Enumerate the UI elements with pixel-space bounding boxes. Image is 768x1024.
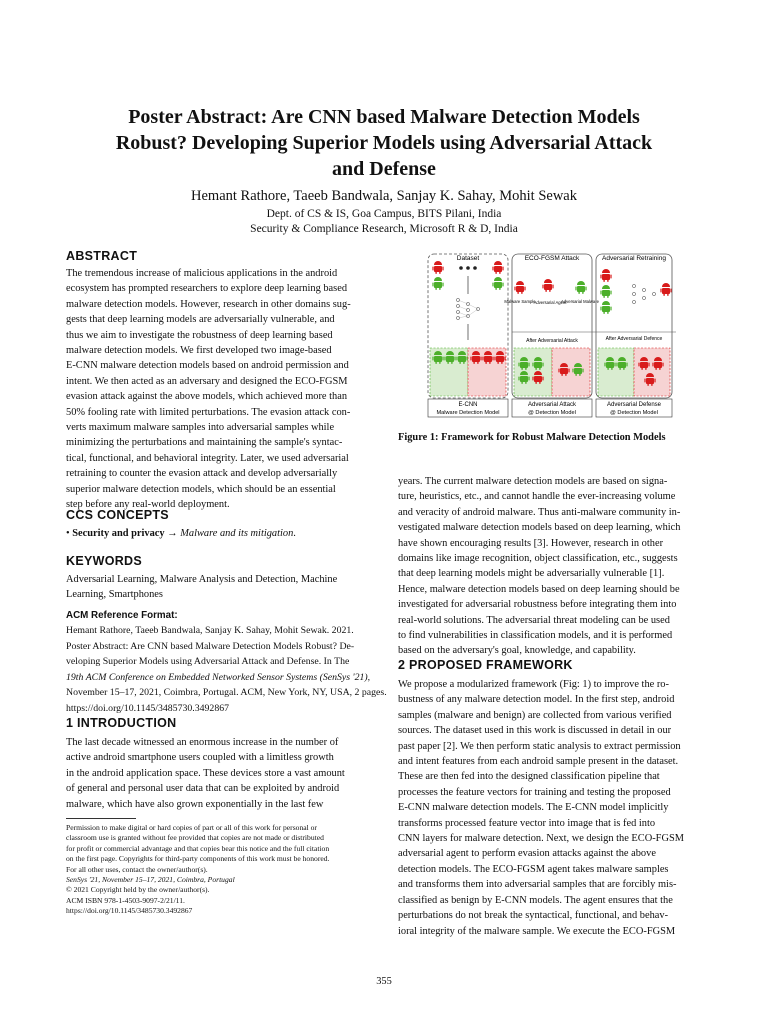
acm-ref-heading: ACM Reference Format:	[66, 610, 178, 621]
page-number: 355	[376, 976, 392, 987]
box1-title: E-CNN	[458, 402, 478, 408]
box3-subtitle: @ Detection Model	[610, 410, 658, 416]
framework-heading: 2 PROPOSED FRAMEWORK	[398, 658, 573, 672]
text-line: CNN layers for malware detection. Next, we design the ECO-FGSM	[398, 833, 684, 845]
text-line: adversarial agent to perform evasion attacks against the above	[398, 848, 656, 860]
text-line: and intent features from each android sample present in the dataset.	[398, 756, 679, 768]
text-line: detection models. The ECO-FGSM agent takes malware samples	[398, 863, 669, 875]
text-line: tical, functional, and behavioral integrity. Later, we used adversarial	[66, 452, 349, 464]
text-line: bustness of any malware detection model. In the first step, android	[398, 694, 675, 706]
text-line: ioral integrity of the malware sample. We execute the ECO-FGSM	[398, 925, 676, 937]
doi-link[interactable]: https://doi.org/10.1145/3485730.3492867	[66, 702, 230, 714]
text-line: Hence, malware detection models based on deep learning should be	[398, 583, 680, 595]
text-line: of general and personal user data that can be exploited by android	[66, 783, 340, 795]
text-line: samples (malware and benign) are collected from various verified	[398, 709, 672, 721]
adv-malware-label: Adversarial Malware	[561, 299, 599, 304]
text-line: We propose a modularized framework (Fig: 1) to improve the ro-	[398, 679, 669, 690]
text-line: that deep learning models might be adversarially vulnerable [1].	[398, 568, 665, 580]
text-line: and veracity of android malware. Thus anti-malware community in-	[398, 506, 681, 518]
paper-title	[40, 104, 728, 182]
text-line: past paper [2]. We then perform static analysis to extract permission	[398, 740, 681, 752]
text-line: to find vulnerabilities in classification models, and it is performed	[398, 630, 673, 642]
acm-reference	[66, 623, 387, 717]
text-line: ACM ISBN 978-1-4503-9097-2/21/11.	[66, 895, 185, 905]
box3-title: Adversarial Defense	[606, 402, 662, 408]
text-line: based on the adversary's goal, knowledge, and capability.	[398, 645, 636, 657]
text-line: in the android application space. These devices store a vast amount	[66, 767, 345, 779]
text-line: step before any real-world deployment.	[66, 499, 230, 511]
text-line: have shown encouraging results [3]. However, research in other	[398, 537, 664, 549]
text-line: The last decade witnessed an enormous increase in the number of	[66, 737, 339, 748]
framework-text	[398, 677, 700, 939]
text-line: processes the feature vectors for training and testing the proposed	[398, 786, 671, 798]
text-line: These are then fed into the designed classification pipeline that	[398, 771, 660, 783]
text-line: for profit or commercial advantage and that copies bear this notice and the full citation	[66, 843, 330, 853]
text-line: sources. The dataset used in this work is discussed in detail in our	[398, 725, 672, 737]
attack-label: ECO-FGSM Attack	[524, 255, 580, 262]
box1-subtitle: Malware Detection Model	[436, 410, 500, 416]
text-line: classroom use is granted without fee provided that copies are not made or distributed	[66, 833, 324, 843]
intro-text	[66, 735, 370, 812]
text-line: classified as benign by E-CNN models. The agent ensures that the	[398, 894, 673, 906]
text-line: active android smartphone users coupled with a limitless growth	[66, 752, 334, 764]
malware-sample-label: Malware Sample	[504, 299, 536, 304]
text-line: malware, which have also grown exponentially in the last few	[66, 798, 324, 810]
text-line: Permission to make digital or hard copies of part or all of this work for personal or	[66, 823, 317, 832]
text-line: Poster Abstract: Are CNN based Malware Detection Models Robust? De-	[66, 640, 355, 652]
text-line: The tremendous increase of malicious applications in the android	[66, 268, 338, 279]
authors: Hemant Rathore, Taeeb Bandwala, Sanjay K. Sahay, Mohit Sewak	[191, 188, 577, 204]
ccs-category: Security and privacy	[72, 528, 165, 539]
abstract-heading: ABSTRACT	[66, 249, 138, 263]
text-line: thus we aim to investigate the robustness of deep learning based	[66, 329, 333, 341]
text-line: superior malware detection models, which should be an essential	[66, 483, 336, 495]
text-line: minimizing the perturbations and maintaining the sample's syntac-	[66, 437, 343, 449]
title-line: Robust? Developing Superior Models using Adversarial Attack	[115, 132, 653, 154]
after-defence-label: After Adversarial Defence	[605, 336, 663, 342]
box2-subtitle: @ Detection Model	[528, 410, 576, 416]
text-line: perturbations do not break the syntactical, functional, and behav-	[398, 910, 669, 922]
affiliation-2: Security & Compliance Research, Microsoft R & D, India	[250, 223, 518, 235]
text-line: malware detection models. We first developed two image-based	[66, 345, 332, 357]
text-line: transforms processed feature vector into image that is fed into	[398, 817, 656, 829]
text-line: and transforms them into adversarial samples that are forcibly mis-	[398, 879, 677, 891]
figure-caption: Figure 1: Framework for Robust Malware Detection Models	[398, 432, 666, 443]
footnote-rule	[66, 818, 136, 819]
text-line: investigated for adversarial robustness before integrating them into	[398, 599, 677, 611]
framework-figure	[424, 252, 676, 418]
text-line: SenSys '21, November 15–17, 2021, Coimbra, Portugal	[66, 875, 235, 885]
text-line: 50% fooling rate with limited perturbations. The evasion attack con-	[66, 406, 351, 418]
ccs-concepts	[66, 526, 370, 541]
text-line: 19th ACM Conference on Embedded Networked Sensor Systems (SenSys '21),	[66, 671, 371, 683]
text-line: Learning, Smartphones	[66, 589, 163, 601]
text-line: November 15–17, 2021, Coimbra, Portugal. ACM, New York, NY, USA, 2 pages.	[66, 687, 387, 699]
text-line: real-world solutions. The adversarial threat modeling can be used	[398, 614, 670, 626]
affiliation-1: Dept. of CS & IS, Goa Campus, BITS Pilani, India	[266, 208, 502, 220]
title-line: and Defense	[332, 158, 436, 180]
text-line: E-CNN malware detection models. The E-CNN model implicitly	[398, 802, 669, 814]
text-line: Adversarial Learning, Malware Analysis and Detection, Machine	[66, 574, 338, 585]
arrow: →	[167, 528, 178, 539]
text-line: retraining to counter the evasion attack and develop adversarially	[66, 468, 338, 480]
text-line: years. The current malware detection models are based on signa-	[398, 476, 668, 487]
text-line: veloping Superior Models using Adversarial Attack and Defense. In The	[66, 656, 350, 668]
ccs-heading: CCS CONCEPTS	[66, 508, 169, 522]
period: .	[293, 528, 296, 539]
text-line: vestigated malware detection models based on deep learning, which	[398, 522, 681, 534]
after-attack-label: After Adversarial Attack	[526, 338, 578, 344]
text-line: Hemant Rathore, Taeeb Bandwala, Sanjay K. Sahay, Mohit Sewak. 2021.	[66, 625, 354, 636]
text-line: © 2021 Copyright held by the owner/author(s).	[66, 885, 210, 895]
ccs-concept: Malware and its mitigation	[180, 528, 294, 539]
retrain-label: Adversarial Retraining	[602, 255, 666, 262]
text-line: on the first page. Copyrights for third-party components of this work must be honored.	[66, 854, 330, 864]
text-line: E-CNN malware detection models based on android permission and	[66, 360, 349, 372]
dataset-label: Dataset	[456, 255, 480, 262]
intro-heading: 1 INTRODUCTION	[66, 716, 177, 730]
text-line: For all other uses, contact the owner/author(s).	[66, 864, 208, 874]
text-line: verts maximum malware samples into adversarial samples while	[66, 422, 335, 434]
adv-agent-label: Adversarial Agent	[533, 300, 567, 305]
text-line: evasion attack against the above models, which achieved more than	[66, 391, 348, 403]
bullet: •	[66, 528, 70, 539]
box2-title: Adversarial Attack	[527, 402, 577, 408]
text-line: intent. We then acted as an adversary and designed the ECO-FGSM	[66, 375, 348, 387]
text-line: domains like image recognition, object classification, etc., suggests	[398, 553, 678, 565]
text-line: malware detection models. However, research in other domains sug-	[66, 298, 351, 310]
doi-link[interactable]: https://doi.org/10.1145/3485730.3492867	[66, 906, 193, 916]
text-line: ture, heuristics, etc., and cannot handle the ever-increasing volume	[398, 491, 676, 503]
text-line: ecosystem has prompted researchers to explore deep learning based	[66, 283, 348, 295]
abstract-text	[66, 266, 370, 513]
title-line: Poster Abstract: Are CNN based Malware Detection Models	[128, 106, 640, 128]
keywords-heading: KEYWORDS	[66, 554, 143, 568]
intro-continued	[398, 474, 700, 659]
footnote	[66, 823, 370, 917]
framework-diagram	[424, 252, 676, 418]
text-line: gests that deep learning models are adversarially vulnerable, and	[66, 314, 335, 326]
keywords-text	[66, 572, 370, 603]
